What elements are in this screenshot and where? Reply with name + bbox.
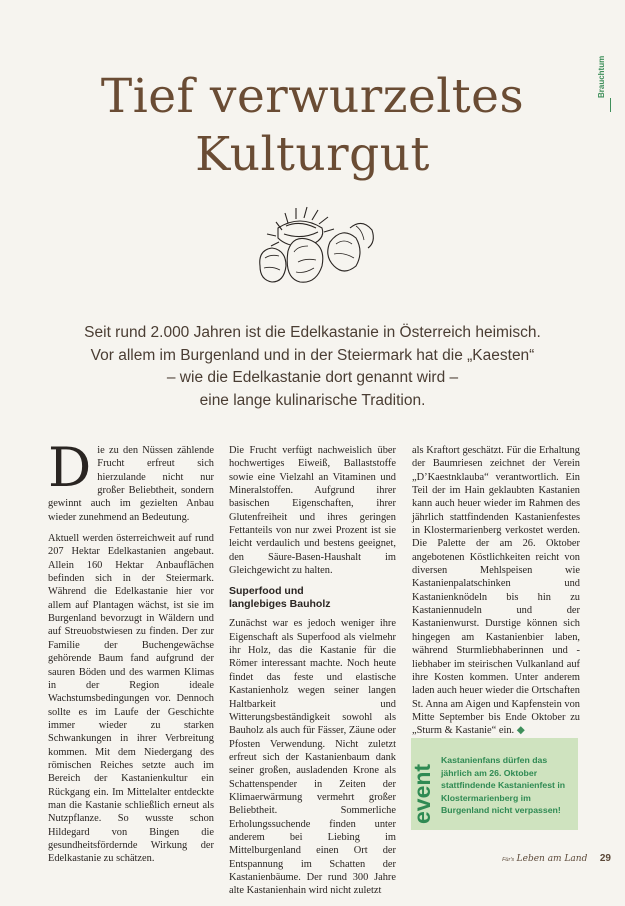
article-column-1 [48, 436, 214, 874]
title-line-2: Kulturgut [195, 127, 430, 182]
end-mark-icon: ◆ [516, 725, 525, 737]
publication-prefix: Für's [502, 857, 515, 863]
body-paragraph [412, 444, 580, 738]
subheading-line-1: Superfood und [229, 585, 304, 598]
event-text: Kastanienfans dürfen das jährlich am 26. Oktober stattfindende Kastanienfest in Klostermarienberg im Burgenland nicht verpassen! [441, 755, 566, 815]
drop-cap: D [48, 436, 92, 499]
body-paragraph: Aktuell werden österreichweit auf rund 207 Hektar Edelkastanien angebaut. Allein 160 Hektar Anbauflächen befinden sich in der Steiermark. Während die Edelkastanie hier vor allem auf Plantagen wächst, ist sie im Burgenland bevorzugt in Wäldern und auf Streuobstwiesen zu finden. Der zur Familie der Buchengewächse gehörende Baum fand aufgrund der sauren Böden und des warmen Klimas in der Region ideale Wachstumsbedingungen vor. Dennoch sollte es im Laufe der Geschichte immer wieder zu starken Schwankungen in ihrer Verbreitung kommen. Mit dem Niedergang des römischen Reiches setzte auch im Bereich der Kastanienkultur ein Rückgang ein. Im Mittelalter entdeckte man die Kastanie schließlich erneut als Nutzpflanze. So wusste schon Hildegard von Bingen die gesundheitsfördernde Wirkung der Edelkastanie zu schätzen. [48, 533, 214, 865]
lead-line-1: Seit rund 2.000 Jahren ist die Edelkastanie in Österreich heimisch. [84, 324, 541, 341]
lead-line-3: – wie die Edelkastanie dort genannt wird – [166, 369, 459, 386]
body-paragraph: Die Frucht verfügt nachweislich über hochwertiges Eiweiß, Ballaststoffe sowie eine Vielzahl an Vitaminen und Mineralstoffen. Aufgrund ihrer basischen Eigenschaften, ihrer Glutenfreiheit und ihres geringen Fettanteils von nur zwei Prozent ist sie leicht verdaulich und bestens geeignet, den Säure-Basen-Haushalt im Gleichgewicht zu halten. [229, 445, 396, 577]
article-column-2 [229, 444, 396, 906]
section-label: Brauchtum [597, 55, 606, 98]
subheading [229, 585, 396, 611]
publication-name: Leben am Land [516, 854, 588, 864]
chestnut-illustration [238, 196, 388, 296]
intro-text: ie zu den Nüssen zählende Frucht erfreut sich hierzulande nicht nur großer Beliebtheit, sondern gewinnt auch im gezielten Anbau wieder zunehmend an Bedeutung. [48, 445, 214, 523]
event-tag: event [409, 763, 435, 824]
event-info-box [411, 738, 578, 830]
lead-line-4: eine lange kulinarische Tradition. [199, 391, 426, 409]
page-number: 29 [599, 853, 611, 864]
lead-line-2: Vor allem im Burgenland und in der Steiermark hat die „Kaesten“ [90, 346, 535, 364]
title-line-1: Tief verwurzeltes [100, 69, 525, 124]
intro-paragraph [48, 436, 214, 524]
subheading-line-2: langlebiges Bauholz [229, 598, 331, 611]
page-footer [502, 853, 611, 864]
body-paragraph: Zunächst war es jedoch weniger ihre Eigenschaft als Superfood als vielmehr ihr Holz, das die Kastanie für die Römer interessant machte. Noch heute findet das feste und elastische Kastanienholz wegen seiner langen Haltbarkeit und Witterungsbeständigkeit sowohl als Bauholz als auch für Fässer, Zäune oder Pfosten Verwendung. Nicht zuletzt erfreut sich der Kastanienbaum dank seiner großen, ausladenden Krone als Schattenspender in Zeiten der Klimaerwärmung vermehrt großer Beliebtheit. Sommerliche Erholungssuchende finden unter anderem bei Liebing im Mittelburgenland einen Ort der Entspannung im Schatten der Kastanienbäume. Der rund 300 Jahre alte Kastanienhain wird nicht zuletzt [229, 618, 396, 897]
closing-text: als Kraftort geschätzt. Für die Erhaltung der Baumriesen zeichnet der Verein „D’Kaestnklauba“ verantwortlich. Ein Teil der im Hain geklaubten Kastanien kann auch heuer wieder im Rahmen des jährlich stattfindenden Kastanienfestes in Klostermarienberg verkostet werden. Die Palette der am 26. Oktober angebotenen Köstlichkeiten reicht von diversen Mehlspeisen wie Kastanienpalatschinken und Kastanienknödeln bis hin zu Kastaniennudeln und der Kastanienwurst. Durstige können sich hingegen am Kastanienbier laben, während Sturmliebhaberinnen und -liebhaber im steirischen Vulkanland auf ihre Kosten kommen. Unter anderem laden auch heuer wieder die Ortschaften St. Anna am Aigen und Kapfenstein von Mitte September bis Ende Oktober zu „Sturm & Kastanie“ ein. [412, 445, 580, 737]
article-column-3 [412, 444, 580, 746]
page-title [0, 68, 625, 184]
lead-paragraph [40, 322, 585, 412]
